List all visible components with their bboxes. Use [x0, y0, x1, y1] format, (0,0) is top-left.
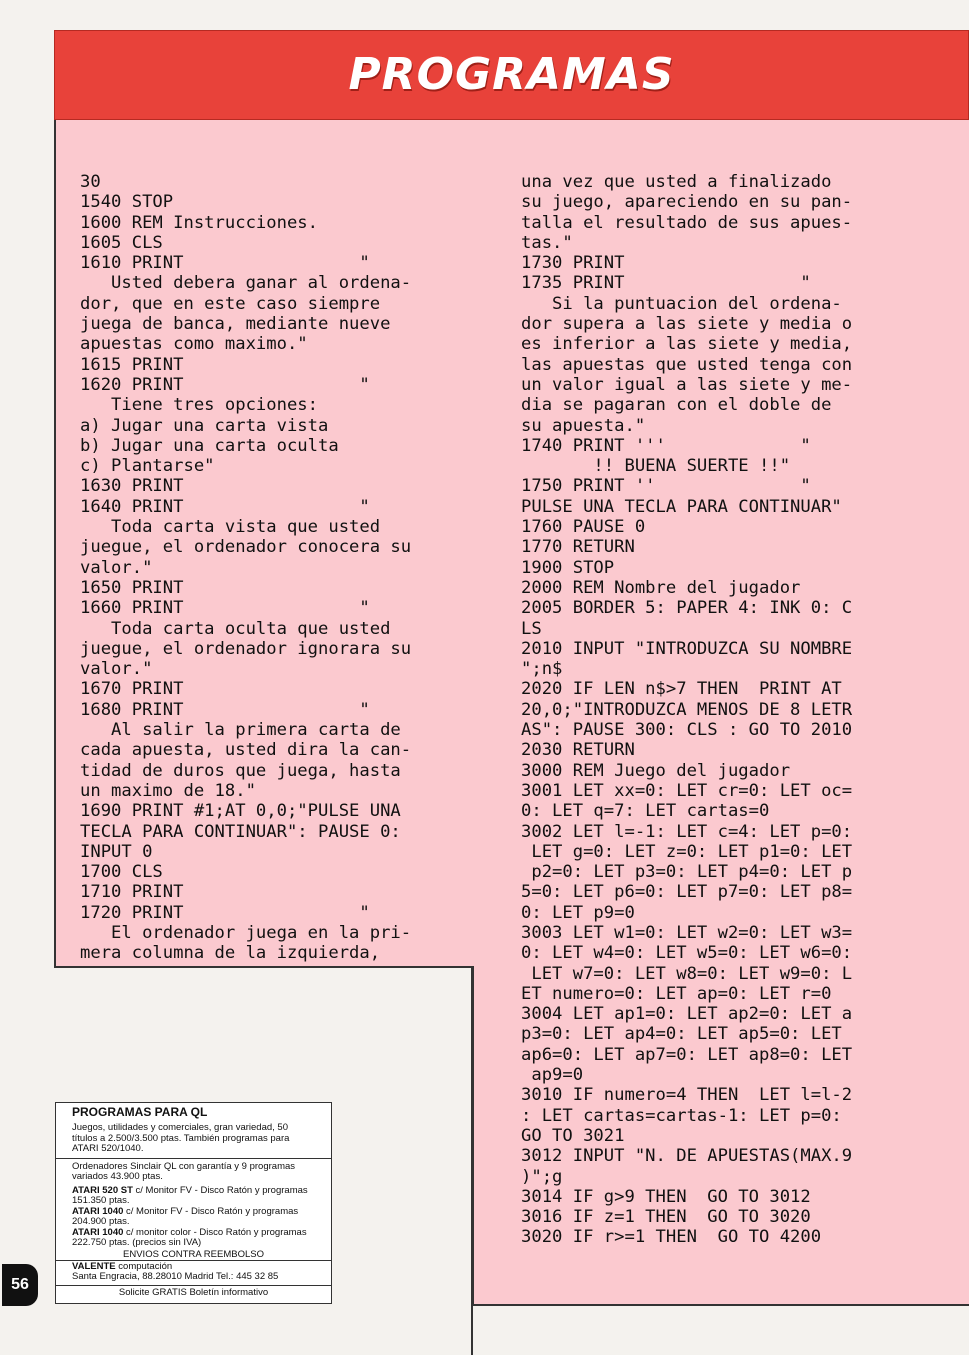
section-title: PROGRAMAS: [348, 49, 675, 100]
frame-bottom-edge: [472, 1304, 969, 1306]
code-listing-left: [80, 172, 475, 964]
code-line: dor, que en este caso siempre: [80, 293, 381, 314]
code-line: dia se pagaran con el doble de: [521, 395, 832, 416]
code-line: 3004 LET ap1=0: LET ap2=0: LET a: [521, 1004, 853, 1025]
code-line: juega de banca, mediante nueve: [80, 314, 391, 335]
code-line: tas.": [521, 232, 573, 253]
code-line: 1770 RETURN: [521, 537, 635, 558]
ad-title: PROGRAMAS PARA QL: [72, 1105, 208, 1119]
code-line: su apuesta.": [521, 415, 646, 436]
code-listing-right: [521, 172, 921, 1248]
code-line: 1735 PRINT ": [521, 273, 811, 294]
code-line: su juego, apareciendo en su pan-: [521, 192, 853, 213]
code-line: 3003 LET w1=0: LET w2=0: LET w3=: [521, 922, 853, 943]
code-line: 3002 LET l=-1: LET c=4: LET p=0:: [521, 821, 853, 842]
ad-atari-1-desc: c/ Monitor FV - Disco Ratón y programas 151.350 ptas.: [72, 1184, 308, 1206]
code-line: las apuestas que usted tenga con: [521, 354, 853, 375]
code-line: ap6=0: LET ap7=0: LET ap8=0: LET: [521, 1044, 853, 1065]
code-line: 1700 CLS: [80, 862, 163, 883]
code-line: PULSE UNA TECLA PARA CONTINUAR": [521, 496, 842, 517]
code-line: 1760 PAUSE 0: [521, 517, 646, 538]
code-line: INPUT 0: [80, 841, 153, 862]
code-line: 3020 IF r>=1 THEN GO TO 4200: [521, 1227, 822, 1248]
code-line: 1540 STOP: [80, 192, 174, 213]
code-line: 1630 PRINT: [80, 476, 184, 497]
code-line: 0: LET w4=0: LET w5=0: LET w6=0:: [521, 943, 853, 964]
code-line: 0: LET q=7: LET cartas=0: [521, 801, 770, 822]
code-line: 1660 PRINT ": [80, 598, 370, 619]
code-line: 3012 INPUT "N. DE APUESTAS(MAX.9: [521, 1146, 853, 1167]
code-line: 2005 BORDER 5: PAPER 4: INK 0: C: [521, 598, 853, 619]
ad-atari-3-model: ATARI 1040: [72, 1226, 124, 1238]
ad-sinclair: Ordenadores Sinclair QL con garantía y 9 programas variados 43.900 ptas.: [72, 1160, 296, 1182]
code-line: Tiene tres opciones:: [80, 395, 318, 416]
code-line: p3=0: LET ap4=0: LET ap5=0: LET: [521, 1024, 842, 1045]
code-line: 2020 IF LEN n$>7 THEN PRINT AT: [521, 679, 842, 700]
ad-atari-3-desc: c/ monitor color - Disco Ratón y programas 222.750 ptas. (precios sin IVA): [72, 1226, 307, 1248]
code-line: 30: [80, 172, 101, 192]
ad-shipping: ENVIOS CONTRA REEMBOLSO: [123, 1248, 264, 1260]
code-line: p2=0: LET p3=0: LET p4=0: LET p: [521, 862, 853, 883]
code-line: juegue, el ordenador conocera su: [80, 537, 412, 558]
code-line: 5=0: LET p6=0: LET p7=0: LET p8=: [521, 882, 853, 903]
page-number: 56: [2, 1264, 38, 1306]
code-line: ";n$: [521, 659, 563, 680]
code-line: valor.": [80, 557, 153, 578]
code-line: 3010 IF numero=4 THEN LET l=l-2: [521, 1085, 853, 1106]
code-line: un valor igual a las siete y me-: [521, 374, 853, 395]
code-line: Al salir la primera carta de: [80, 720, 401, 741]
code-line: 3014 IF g>9 THEN GO TO 3012: [521, 1186, 811, 1207]
code-line: 3001 LET xx=0: LET cr=0: LET oc=: [521, 780, 853, 801]
code-line: b) Jugar una carta oculta: [80, 435, 339, 456]
code-line: c) Plantarse": [80, 456, 215, 477]
code-line: una vez que usted a finalizado: [521, 172, 832, 192]
ad-atari-2: [56, 1207, 331, 1228]
code-line: GO TO 3021: [521, 1125, 625, 1146]
ad-bulletin: Solicite GRATIS Boletín informativo: [118, 1286, 269, 1298]
code-line: 1610 PRINT ": [80, 253, 370, 274]
code-line: 1680 PRINT ": [80, 699, 370, 720]
code-line: LET w7=0: LET w8=0: LET w9=0: L: [521, 963, 853, 984]
code-line: Usted debera ganar al ordena-: [80, 273, 412, 294]
code-line: AS": PAUSE 300: CLS : GO TO 2010: [521, 720, 853, 741]
code-line: 3000 REM Juego del jugador: [521, 760, 791, 781]
code-line: 1740 PRINT ''' ": [521, 435, 811, 456]
code-line: 1615 PRINT: [80, 354, 184, 375]
code-line: mera columna de la izquierda,: [80, 943, 381, 964]
ad-company-suffix: computación: [118, 1260, 173, 1272]
advertisement: [55, 1102, 332, 1304]
code-line: TECLA PARA CONTINUAR": PAUSE 0:: [80, 821, 401, 842]
code-line: LS: [521, 618, 542, 639]
code-line: un maximo de 18.": [80, 780, 256, 801]
ad-company-name: VALENTE: [72, 1260, 116, 1272]
code-line: 1710 PRINT: [80, 882, 184, 903]
code-line: )";g: [521, 1166, 563, 1187]
code-line: 2030 RETURN: [521, 740, 635, 761]
frame-left-edge: [54, 120, 56, 968]
code-line: 1900 STOP: [521, 557, 615, 578]
code-line: 0: LET p9=0: [521, 902, 635, 923]
code-line: El ordenador juega en la pri-: [80, 922, 412, 943]
code-line: 20,0;"INTRODUZCA MENOS DE 8 LETR: [521, 699, 853, 720]
code-line: ap9=0: [521, 1065, 584, 1086]
code-line: 1605 CLS: [80, 232, 163, 253]
code-line: 1640 PRINT ": [80, 496, 370, 517]
code-line: 1730 PRINT: [521, 253, 625, 274]
code-line: juegue, el ordenador ignorara su: [80, 638, 412, 659]
code-line: 2000 REM Nombre del jugador: [521, 577, 801, 598]
code-line: cada apuesta, usted dira la can-: [80, 740, 412, 761]
code-line: apuestas como maximo.": [80, 334, 308, 355]
ad-atari-2-model: ATARI 1040: [72, 1205, 124, 1217]
code-line: 1600 REM Instrucciones.: [80, 212, 318, 233]
section-header: [54, 30, 969, 120]
code-line: talla el resultado de sus apues-: [521, 212, 853, 233]
code-line: valor.": [80, 659, 153, 680]
ad-address: Santa Engracia, 88.28010 Madrid Tel.: 445 32 85: [72, 1271, 279, 1282]
code-line: ET numero=0: LET ap=0: LET r=0: [521, 983, 832, 1004]
code-line: 3016 IF z=1 THEN GO TO 3020: [521, 1207, 811, 1228]
code-line: 1650 PRINT: [80, 577, 184, 598]
code-line: a) Jugar una carta vista: [80, 415, 329, 436]
code-line: Toda carta vista que usted: [80, 517, 381, 538]
code-line: : LET cartas=cartas-1: LET p=0:: [521, 1105, 842, 1126]
code-line: 1620 PRINT ": [80, 374, 370, 395]
ad-atari-1-model: ATARI 520 ST: [72, 1184, 133, 1196]
code-line: dor supera a las siete y media o: [521, 314, 853, 335]
code-line: LET g=0: LET z=0: LET p1=0: LET: [521, 841, 853, 862]
code-line: 2010 INPUT "INTRODUZCA SU NOMBRE: [521, 638, 853, 659]
code-line: es inferior a las siete y media,: [521, 334, 853, 355]
code-line: !! BUENA SUERTE !!": [521, 456, 791, 477]
code-line: tidad de duros que juega, hasta: [80, 760, 401, 781]
ad-atari-2-desc: c/ Monitor FV - Disco Ratón y programas 204.900 ptas.: [72, 1205, 299, 1227]
code-line: 1720 PRINT ": [80, 902, 370, 923]
code-line: Toda carta oculta que usted: [80, 618, 391, 639]
frame-inner-edge: [472, 966, 474, 1306]
code-line: Si la puntuacion del ordena-: [521, 293, 842, 314]
code-line: 1690 PRINT #1;AT 0,0;"PULSE UNA: [80, 801, 401, 822]
code-line: 1750 PRINT '' ": [521, 476, 811, 497]
code-line: 1670 PRINT: [80, 679, 184, 700]
ad-atari-1: [56, 1186, 331, 1207]
ad-atari-3: [56, 1228, 331, 1249]
ad-intro: Juegos, utilidades y comerciales, gran variedad, 50 títulos a 2.500/3.500 ptas. También programas para ATARI 520/1040.: [72, 1122, 290, 1154]
